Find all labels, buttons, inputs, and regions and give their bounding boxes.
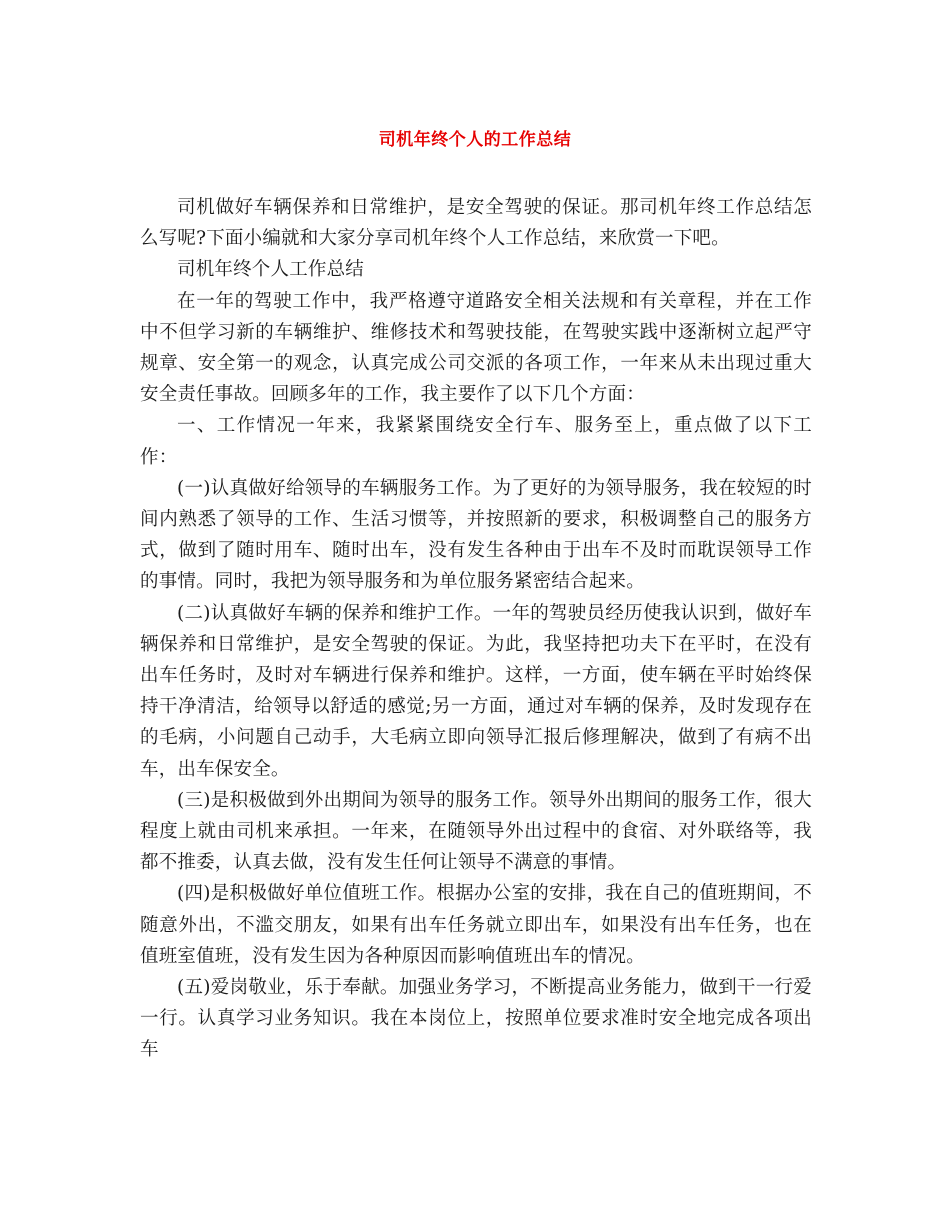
document-title: 司机年终个人的工作总结 — [378, 130, 572, 150]
paragraph-item-5: (五)爱岗敬业，乐于奉献。加强业务学习，不断提高业务能力，做到干一行爱一行。认真学习业务知识。我在本岗位上，按照单位要求准时安全地完成各项出车 — [140, 977, 812, 1061]
paragraph-intro: 司机做好车辆保养和日常维护，是安全驾驶的保证。那司机年终工作总结怎么写呢?下面小编就和大家分享司机年终个人工作总结，来欣赏一下吧。 — [140, 197, 812, 250]
paragraph-subtitle: 司机年终个人工作总结 — [177, 259, 365, 281]
paragraph-overview: 在一年的驾驶工作中，我严格遵守道路安全相关法规和有关章程，并在工作中不但学习新的车辆维护、维修技术和驾驶技能，在驾驶实践中逐渐树立起严守规章、安全第一的观念，认真完成公司交派的各项工作，一年来从未出现过重大安全责任事故。回顾多年的工作，我主要作了以下几个方面： — [140, 290, 812, 406]
paragraph-section-1: 一、工作情况一年来，我紧紧围绕安全行车、服务至上，重点做了以下工作： — [140, 415, 812, 468]
paragraph-item-2: (二)认真做好车辆的保养和维护工作。一年的驾驶员经历使我认识到，做好车辆保养和日常维护，是安全驾驶的保证。为此，我坚持把功夫下在平时，在没有出车任务时，及时对车辆进行保养和维护。这样，一方面，使车辆在平时始终保持干净清洁，给领导以舒适的感觉;另一方面，通过对车辆的保养，及时发现存在的毛病，小问题自己动手，大毛病立即向领导汇报后修理解决，做到了有病不出车，出车保安全。 — [140, 602, 812, 780]
paragraph-item-1: (一)认真做好给领导的车辆服务工作。为了更好的为领导服务，我在较短的时间内熟悉了领导的工作、生活习惯等，并按照新的要求，积极调整自己的服务方式，做到了随时用车、随时出车，没有发生各种由于出车不及时而耽误领导工作的事情。同时，我把为领导服务和为单位服务紧密结合起来。 — [140, 477, 812, 593]
paragraph-item-4: (四)是积极做好单位值班工作。根据办公室的安排，我在自己的值班期间，不随意外出，不滥交朋友，如果有出车任务就立即出车，如果没有出车任务，也在值班室值班，没有发生因为各种原因而影响值班出车的情况。 — [140, 883, 812, 967]
paragraph-item-3: (三)是积极做到外出期间为领导的服务工作。领导外出期间的服务工作，很大程度上就由司机来承担。一年来，在随领导外出过程中的食宿、对外联络等，我都不推委，认真去做，没有发生任何让领导不满意的事情。 — [140, 789, 812, 874]
document-body — [140, 192, 812, 1066]
